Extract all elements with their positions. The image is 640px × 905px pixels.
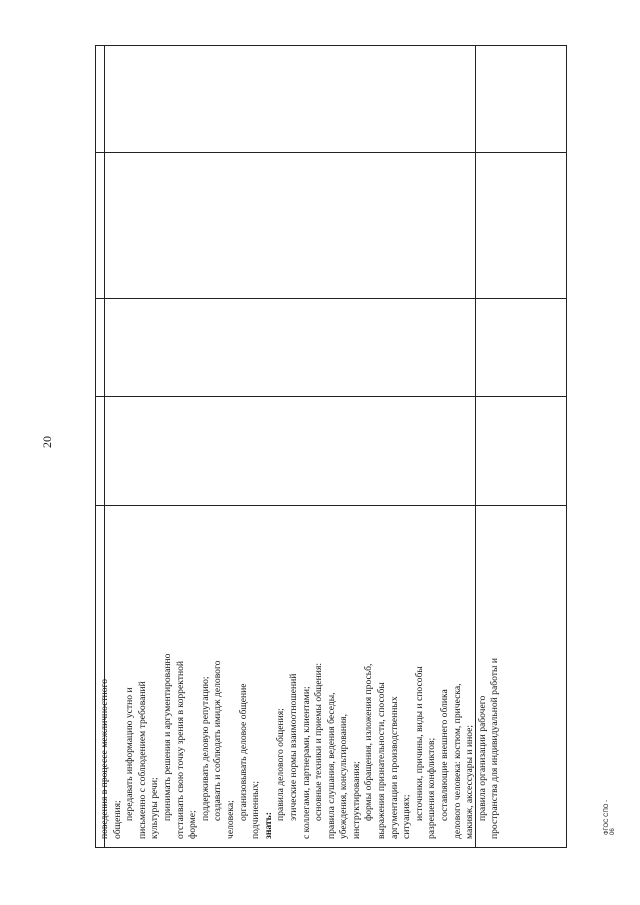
text-line: с коллегами, партнерами, клиентами; (300, 686, 312, 839)
text-line: правила делового общения; (275, 708, 287, 821)
text-line: организовывать деловое общение (237, 683, 249, 821)
text-line: поведения в процессе межличностного (99, 678, 110, 839)
text-line: ситуациях; (401, 794, 413, 839)
footer-code: ФГОС СПО - 06 (604, 799, 616, 835)
text-line: отстаивать свою точку зрения в корректной (174, 660, 186, 839)
text-line: этические нормы взаимоотношений (287, 673, 299, 821)
text-line: убеждения, консультирования, (338, 714, 350, 839)
rotated-text-column (95, 505, 506, 845)
text-line: инструктирования; (350, 761, 362, 839)
text-line: правила слушания, ведения беседы, (325, 692, 337, 839)
text-line: принимать решения и аргументированно (161, 653, 173, 821)
text-line: создавать и соблюдать имидж делового (212, 660, 224, 821)
row-divider-2 (96, 298, 566, 299)
text-line: правила организации рабочего (476, 695, 488, 821)
row-divider-3 (96, 396, 566, 397)
text-line: письменно с соблюдением требований (136, 681, 148, 839)
text-line: выражения признательности, способы (376, 682, 388, 839)
text-line: человека; (224, 800, 236, 839)
text-line: пространства для индивидуальной работы и (489, 658, 501, 839)
text-line: составляющие внешнего облика (439, 689, 451, 821)
row-divider-1 (96, 152, 566, 153)
text-line: основные техники и приемы общения: (313, 662, 325, 821)
text-line: делового человека: костюм, прическа, (451, 683, 463, 839)
text-line: разрешения конфликтов; (426, 737, 438, 839)
text-line: макияж, аксессуары и иное; (464, 724, 476, 839)
page-number: 20 (40, 436, 54, 448)
text-line: культуры речи; (149, 777, 161, 839)
text-line: форме; (187, 810, 199, 839)
text-line: формы обращения, изложения просьб, (363, 663, 375, 821)
text-line: знать: (262, 812, 274, 839)
text-line: общения; (111, 800, 123, 839)
text-line: источники, причины, виды и способы (413, 666, 425, 821)
text-line: поддерживать деловую репутацию; (199, 676, 211, 821)
text-line: передавать информацию устно и (124, 687, 136, 821)
text-line: подчиненных; (250, 780, 262, 839)
competency-text (95, 505, 506, 845)
text-line: аргументации в производственных (388, 696, 400, 839)
